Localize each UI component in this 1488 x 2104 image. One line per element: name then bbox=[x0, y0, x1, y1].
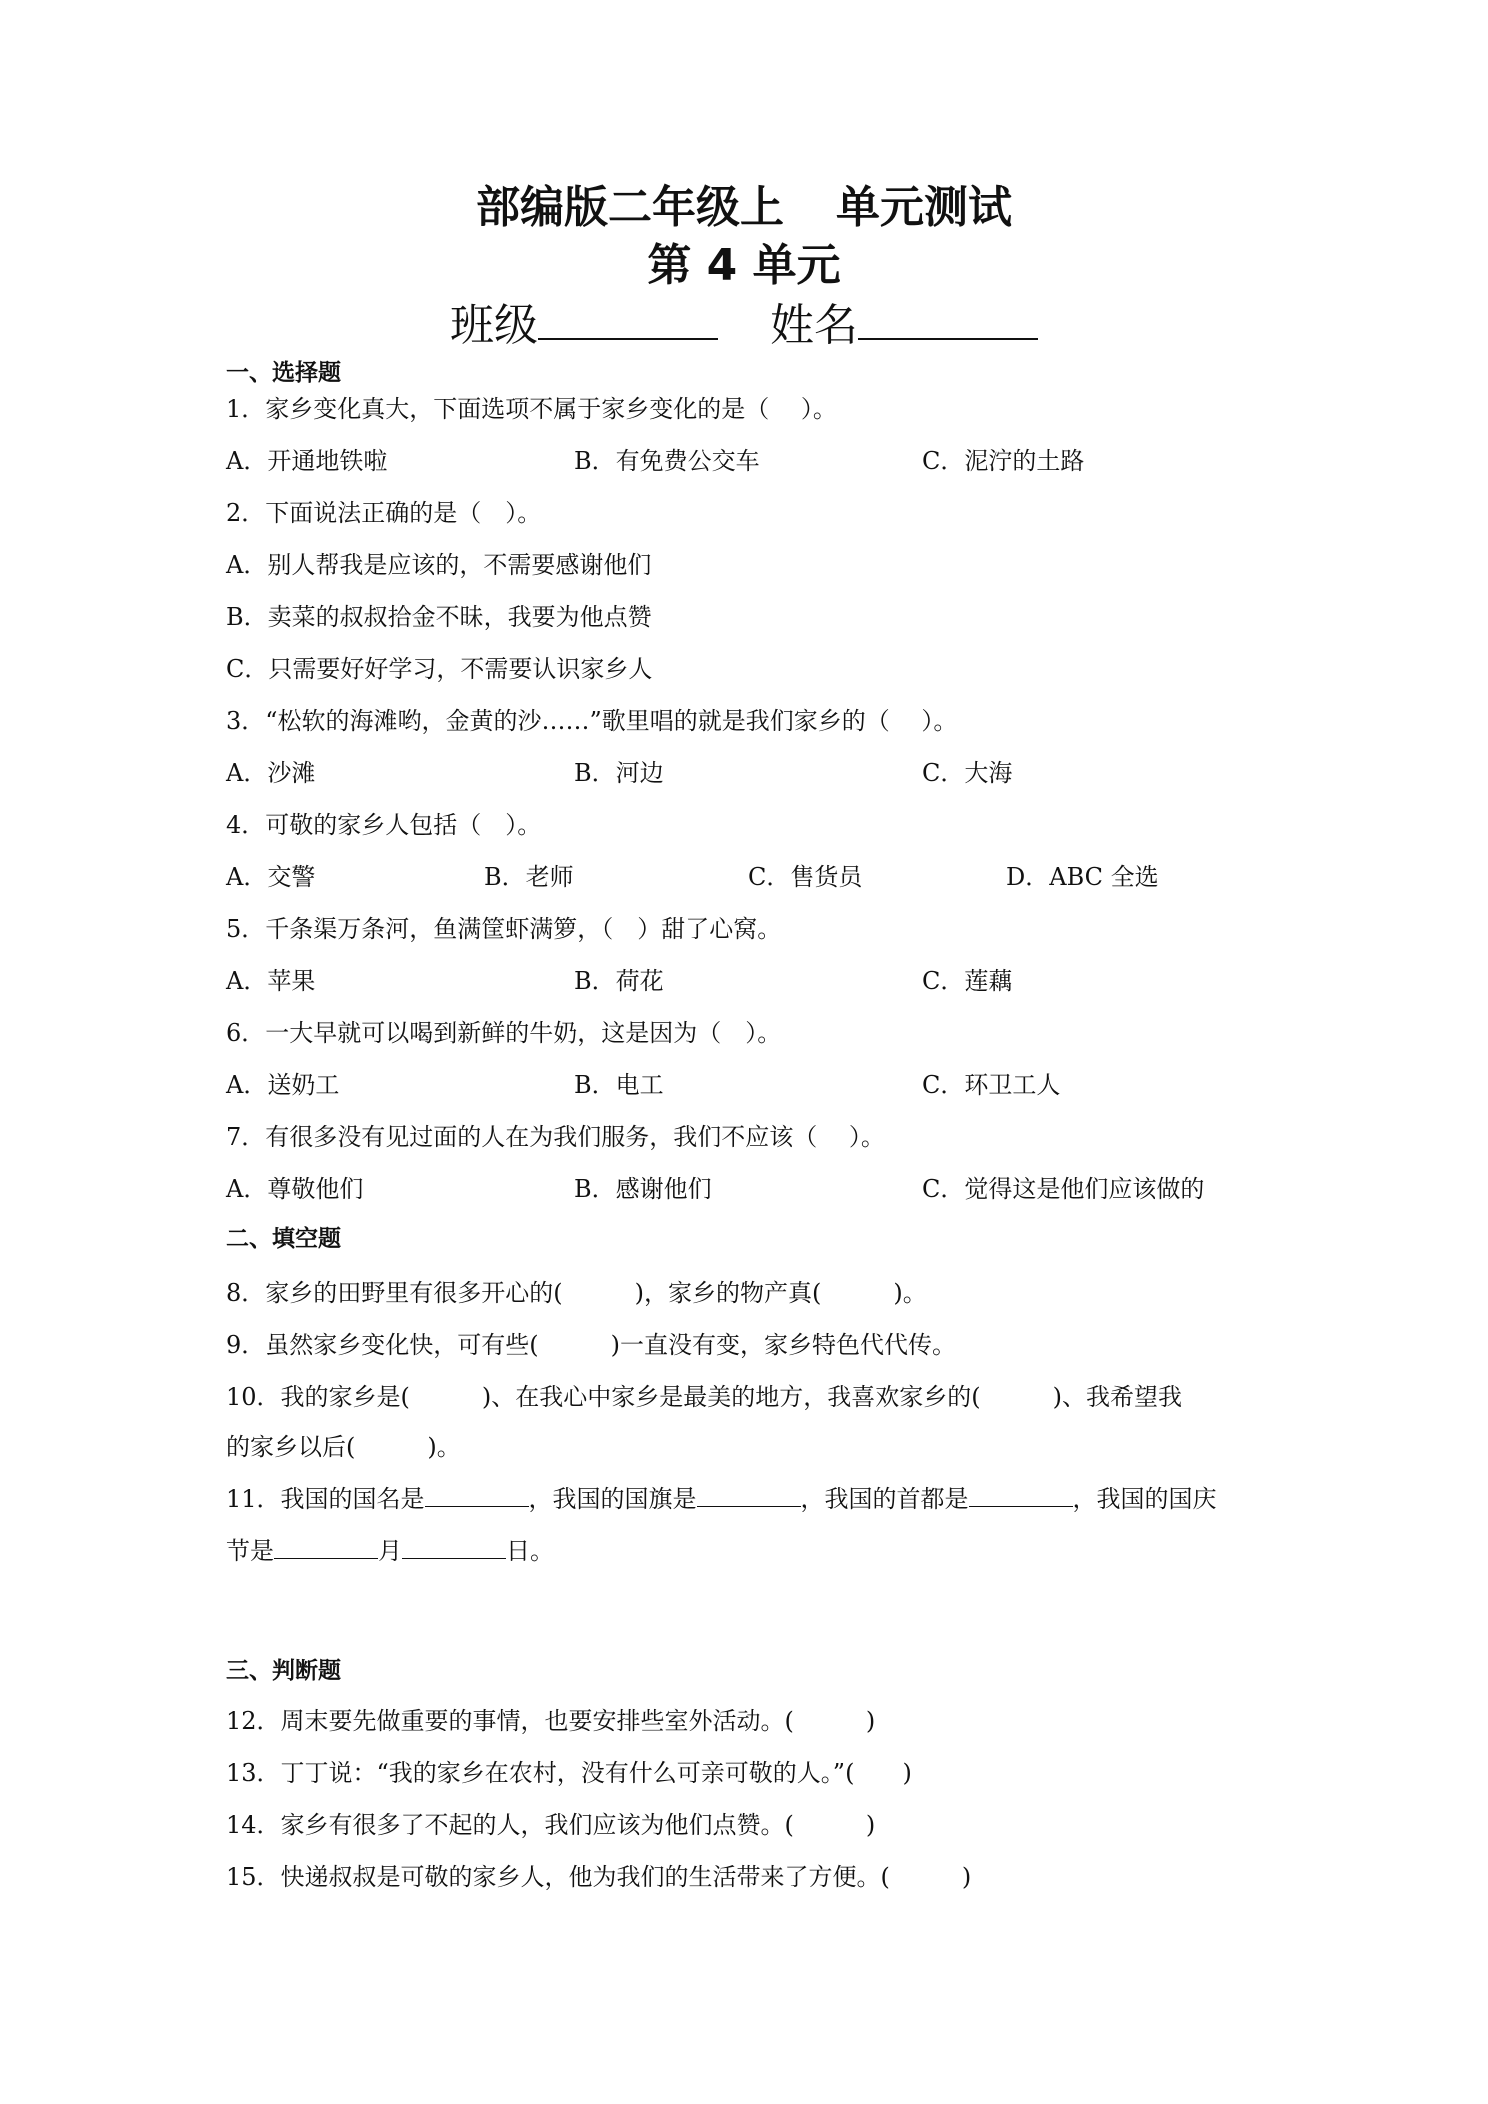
question-9: 9．虽然家乡变化快，可有些( )一直没有变，家乡特色代代传。 bbox=[226, 1331, 956, 1359]
question-11-cont bbox=[226, 1534, 554, 1568]
option-d[interactable]: D．ABC 全选 bbox=[1006, 863, 1159, 891]
option-a[interactable]: A．开通地铁啦 bbox=[226, 447, 388, 475]
question-5: 5．千条渠万条河，鱼满筐虾满箩，（ ）甜了心窝。 bbox=[226, 915, 782, 943]
answer-blank[interactable] bbox=[969, 1482, 1073, 1507]
title-part-2: 单元测试 bbox=[836, 182, 1012, 233]
q11-text: 节是 bbox=[226, 1537, 274, 1565]
option-c[interactable]: C．觉得这是他们应该做的 bbox=[922, 1175, 1205, 1203]
name-label: 姓名 bbox=[770, 300, 858, 351]
worksheet-title bbox=[0, 180, 1488, 236]
question-7: 7．有很多没有见过面的人在为我们服务，我们不应该（ ）。 bbox=[226, 1123, 885, 1151]
question-2: 2．下面说法正确的是（ ）。 bbox=[226, 499, 542, 527]
option-a[interactable]: A．交警 bbox=[226, 863, 316, 891]
name-blank[interactable] bbox=[858, 298, 1038, 340]
student-info bbox=[0, 296, 1488, 356]
q11-text: ，我国的国庆 bbox=[1072, 1485, 1217, 1513]
q11-text: 月 bbox=[378, 1537, 402, 1565]
option-b[interactable]: B．有免费公交车 bbox=[574, 447, 760, 475]
unit-title: 第 4 单元 bbox=[647, 240, 841, 291]
q11-text: ，我国的国旗是 bbox=[528, 1485, 697, 1513]
question-13: 13．丁丁说：“我的家乡在农村，没有什么可亲可敬的人。”( ) bbox=[226, 1759, 912, 1787]
option-c[interactable]: C．泥泞的土路 bbox=[922, 447, 1085, 475]
option-c[interactable]: C．只需要好好学习，不需要认识家乡人 bbox=[226, 655, 653, 683]
question-6: 6．一大早就可以喝到新鲜的牛奶，这是因为（ ）。 bbox=[226, 1019, 782, 1047]
option-a[interactable]: A．送奶工 bbox=[226, 1071, 340, 1099]
answer-blank[interactable] bbox=[425, 1482, 529, 1507]
option-a[interactable]: A．沙滩 bbox=[226, 759, 316, 787]
option-a[interactable]: A．苹果 bbox=[226, 967, 316, 995]
class-label: 班级 bbox=[450, 300, 538, 351]
option-a[interactable]: A．别人帮我是应该的，不需要感谢他们 bbox=[226, 551, 652, 579]
answer-blank[interactable] bbox=[274, 1534, 378, 1559]
answer-blank[interactable] bbox=[697, 1482, 801, 1507]
option-c[interactable]: C．莲藕 bbox=[922, 967, 1013, 995]
option-b[interactable]: B．感谢他们 bbox=[574, 1175, 712, 1203]
question-4: 4．可敬的家乡人包括（ ）。 bbox=[226, 811, 542, 839]
option-c[interactable]: C．售货员 bbox=[748, 863, 863, 891]
question-15: 15．快递叔叔是可敬的家乡人，他为我们的生活带来了方便。( ) bbox=[226, 1863, 972, 1891]
question-12: 12．周末要先做重要的事情，也要安排些室外活动。( ) bbox=[226, 1707, 876, 1735]
title-part-1: 部编版二年级上 bbox=[476, 182, 784, 233]
option-b[interactable]: B．卖菜的叔叔拾金不昧，我要为他点赞 bbox=[226, 603, 652, 631]
option-a[interactable]: A．尊敬他们 bbox=[226, 1175, 364, 1203]
option-b[interactable]: B．老师 bbox=[484, 863, 574, 891]
question-10-cont: 的家乡以后( )。 bbox=[226, 1433, 461, 1461]
question-10: 10．我的家乡是( )、在我心中家乡是最美的地方，我喜欢家乡的( )、我希望我 bbox=[226, 1383, 1182, 1411]
section-title: 一、选择题 bbox=[226, 360, 341, 386]
question-1: 1．家乡变化真大，下面选项不属于家乡变化的是（ ）。 bbox=[226, 395, 837, 423]
answer-blank[interactable] bbox=[402, 1534, 506, 1559]
question-14: 14．家乡有很多了不起的人，我们应该为他们点赞。( ) bbox=[226, 1811, 876, 1839]
option-b[interactable]: B．电工 bbox=[574, 1071, 664, 1099]
section-title: 三、判断题 bbox=[226, 1658, 341, 1684]
q11-text: 11．我国的国名是 bbox=[226, 1485, 425, 1513]
option-b[interactable]: B．荷花 bbox=[574, 967, 664, 995]
section-title: 二、填空题 bbox=[226, 1226, 341, 1252]
question-11 bbox=[226, 1482, 1217, 1516]
option-b[interactable]: B．河边 bbox=[574, 759, 664, 787]
question-3: 3．“松软的海滩哟，金黄的沙……”歌里唱的就是我们家乡的（ ）。 bbox=[226, 707, 958, 735]
question-8: 8．家乡的田野里有很多开心的( )，家乡的物产真( )。 bbox=[226, 1279, 927, 1307]
option-c[interactable]: C．环卫工人 bbox=[922, 1071, 1061, 1099]
q11-text: 日。 bbox=[506, 1537, 554, 1565]
q11-text: ，我国的首都是 bbox=[800, 1485, 969, 1513]
option-c[interactable]: C．大海 bbox=[922, 759, 1013, 787]
class-blank[interactable] bbox=[538, 298, 718, 340]
